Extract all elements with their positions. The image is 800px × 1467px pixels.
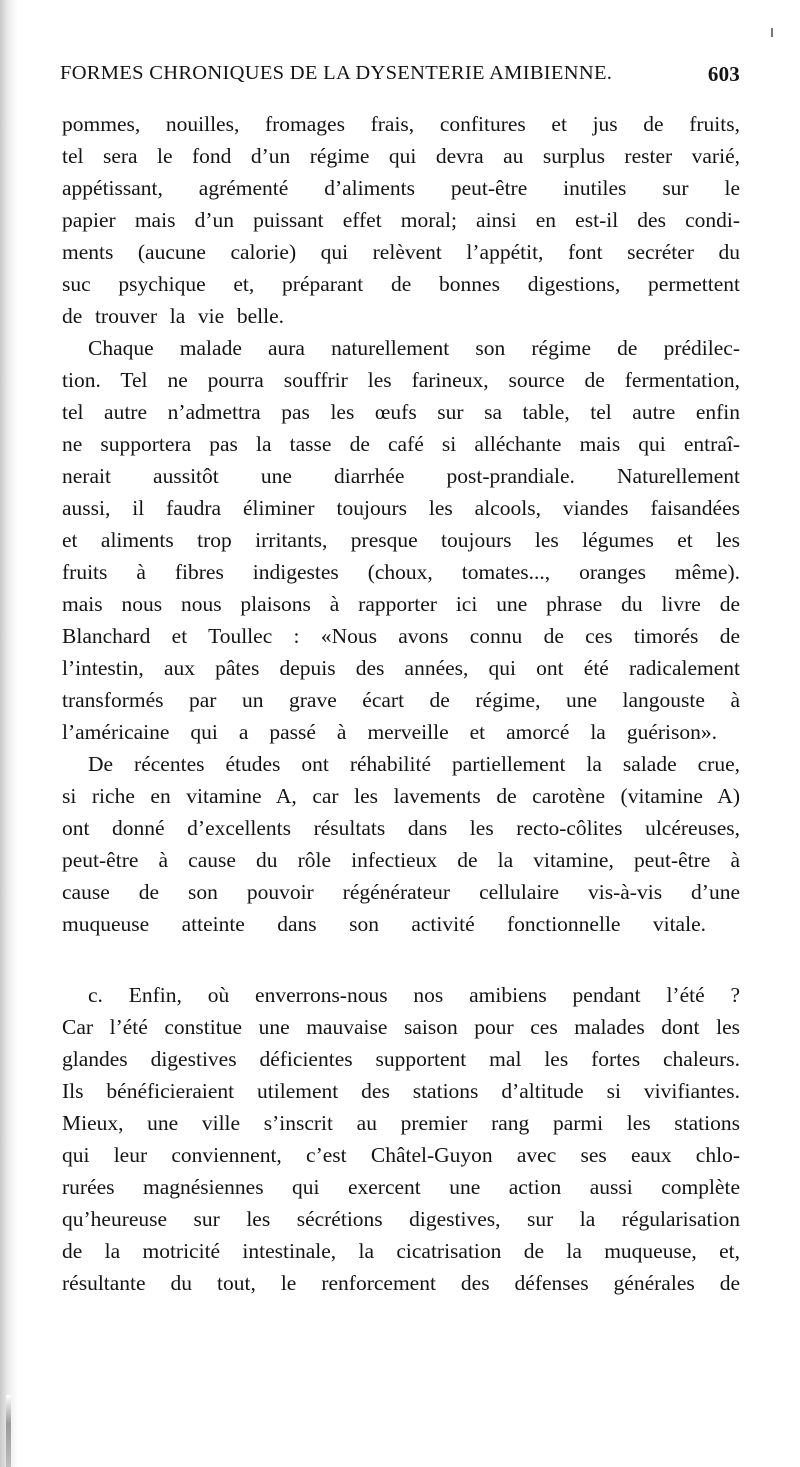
text-line: et aliments trop irritants, presque toujours les légumes et les bbox=[62, 528, 740, 552]
text-line: aussi, il faudra éliminer toujours les alcools, viandes faisandées bbox=[62, 496, 740, 520]
page-header bbox=[60, 62, 740, 98]
page-number: 603 bbox=[707, 62, 740, 86]
text-line: tel autre n’admettra pas les œufs sur sa table, tel autre enfin bbox=[62, 400, 740, 424]
text-line: c. Enfin, où enverrons-nous nos amibiens pendant l’été ? bbox=[88, 983, 740, 1007]
text-line: ments (aucune calorie) qui relèvent l’appétit, font secréter du bbox=[62, 240, 740, 264]
text-line: rurées magnésiennes qui exercent une action aussi complète bbox=[62, 1175, 740, 1199]
text-line: pommes, nouilles, fromages frais, confitures et jus de fruits, bbox=[62, 112, 740, 136]
text-line: Ils bénéficieraient utilement des stations d’altitude si vivifiantes. bbox=[62, 1079, 740, 1103]
text-line: transformés par un grave écart de régime, une langouste à bbox=[62, 688, 740, 712]
text-line: appétissant, agrémenté d’aliments peut-être inutiles sur le bbox=[62, 176, 740, 200]
text-line: De récentes études ont réhabilité partiellement la salade crue, bbox=[88, 752, 740, 776]
running-head: FORMES CHRONIQUES DE LA DYSENTERIE AMIBIENNE. bbox=[60, 62, 613, 84]
text-line: Blanchard et Toullec : «Nous avons connu de ces timorés de bbox=[62, 624, 740, 648]
text-line: fruits à fibres indigestes (choux, tomates..., oranges même). bbox=[62, 560, 740, 584]
text-line: qui leur conviennent, c’est Châtel-Guyon avec ses eaux chlo- bbox=[62, 1143, 740, 1167]
page-gutter-shadow bbox=[0, 0, 18, 1467]
text-line: nerait aussitôt une diarrhée post-prandiale. Naturellement bbox=[62, 464, 740, 488]
text-line: glandes digestives déficientes supportent mal les fortes chaleurs. bbox=[62, 1047, 740, 1071]
text-line: l’américaine qui a passé à merveille et amorcé la guérison». bbox=[62, 720, 717, 744]
text-line: ne supportera pas la tasse de café si alléchante mais qui entraî- bbox=[62, 432, 740, 456]
binding-mark bbox=[6, 1395, 11, 1467]
text-line: mais nous nous plaisons à rapporter ici une phrase du livre de bbox=[62, 592, 740, 616]
text-line: suc psychique et, préparant de bonnes digestions, permettent bbox=[62, 272, 740, 296]
text-line: l’intestin, aux pâtes depuis des années, qui ont été radicalement bbox=[62, 656, 740, 680]
corner-tick-mark bbox=[771, 28, 773, 37]
text-line: Car l’été constitue une mauvaise saison pour ces malades dont les bbox=[62, 1015, 740, 1039]
text-line: de trouver la vie belle. bbox=[62, 304, 284, 328]
text-line: si riche en vitamine A, car les lavements de carotène (vitamine A) bbox=[62, 784, 740, 808]
text-line: résultante du tout, le renforcement des défenses générales de bbox=[62, 1271, 740, 1295]
text-line: qu’heureuse sur les sécrétions digestives, sur la régularisation bbox=[62, 1207, 740, 1231]
text-line: peut-être à cause du rôle infectieux de la vitamine, peut-être à bbox=[62, 848, 740, 872]
text-line: cause de son pouvoir régénérateur cellulaire vis-à-vis d’une bbox=[62, 880, 740, 904]
text-line: ont donné d’excellents résultats dans les recto-côlites ulcéreuses, bbox=[62, 816, 740, 840]
text-line: tion. Tel ne pourra souffrir les farineux, source de fermentation, bbox=[62, 368, 740, 392]
text-line: Mieux, une ville s’inscrit au premier rang parmi les stations bbox=[62, 1111, 740, 1135]
text-line: de la motricité intestinale, la cicatrisation de la muqueuse, et, bbox=[62, 1239, 740, 1263]
text-line: muqueuse atteinte dans son activité fonctionnelle vitale. bbox=[62, 912, 706, 936]
text-line: Chaque malade aura naturellement son régime de prédilec- bbox=[88, 336, 740, 360]
text-line: papier mais d’un puissant effet moral; ainsi en est-il des condi- bbox=[62, 208, 740, 232]
text-line: tel sera le fond d’un régime qui devra au surplus rester varié, bbox=[62, 144, 740, 168]
